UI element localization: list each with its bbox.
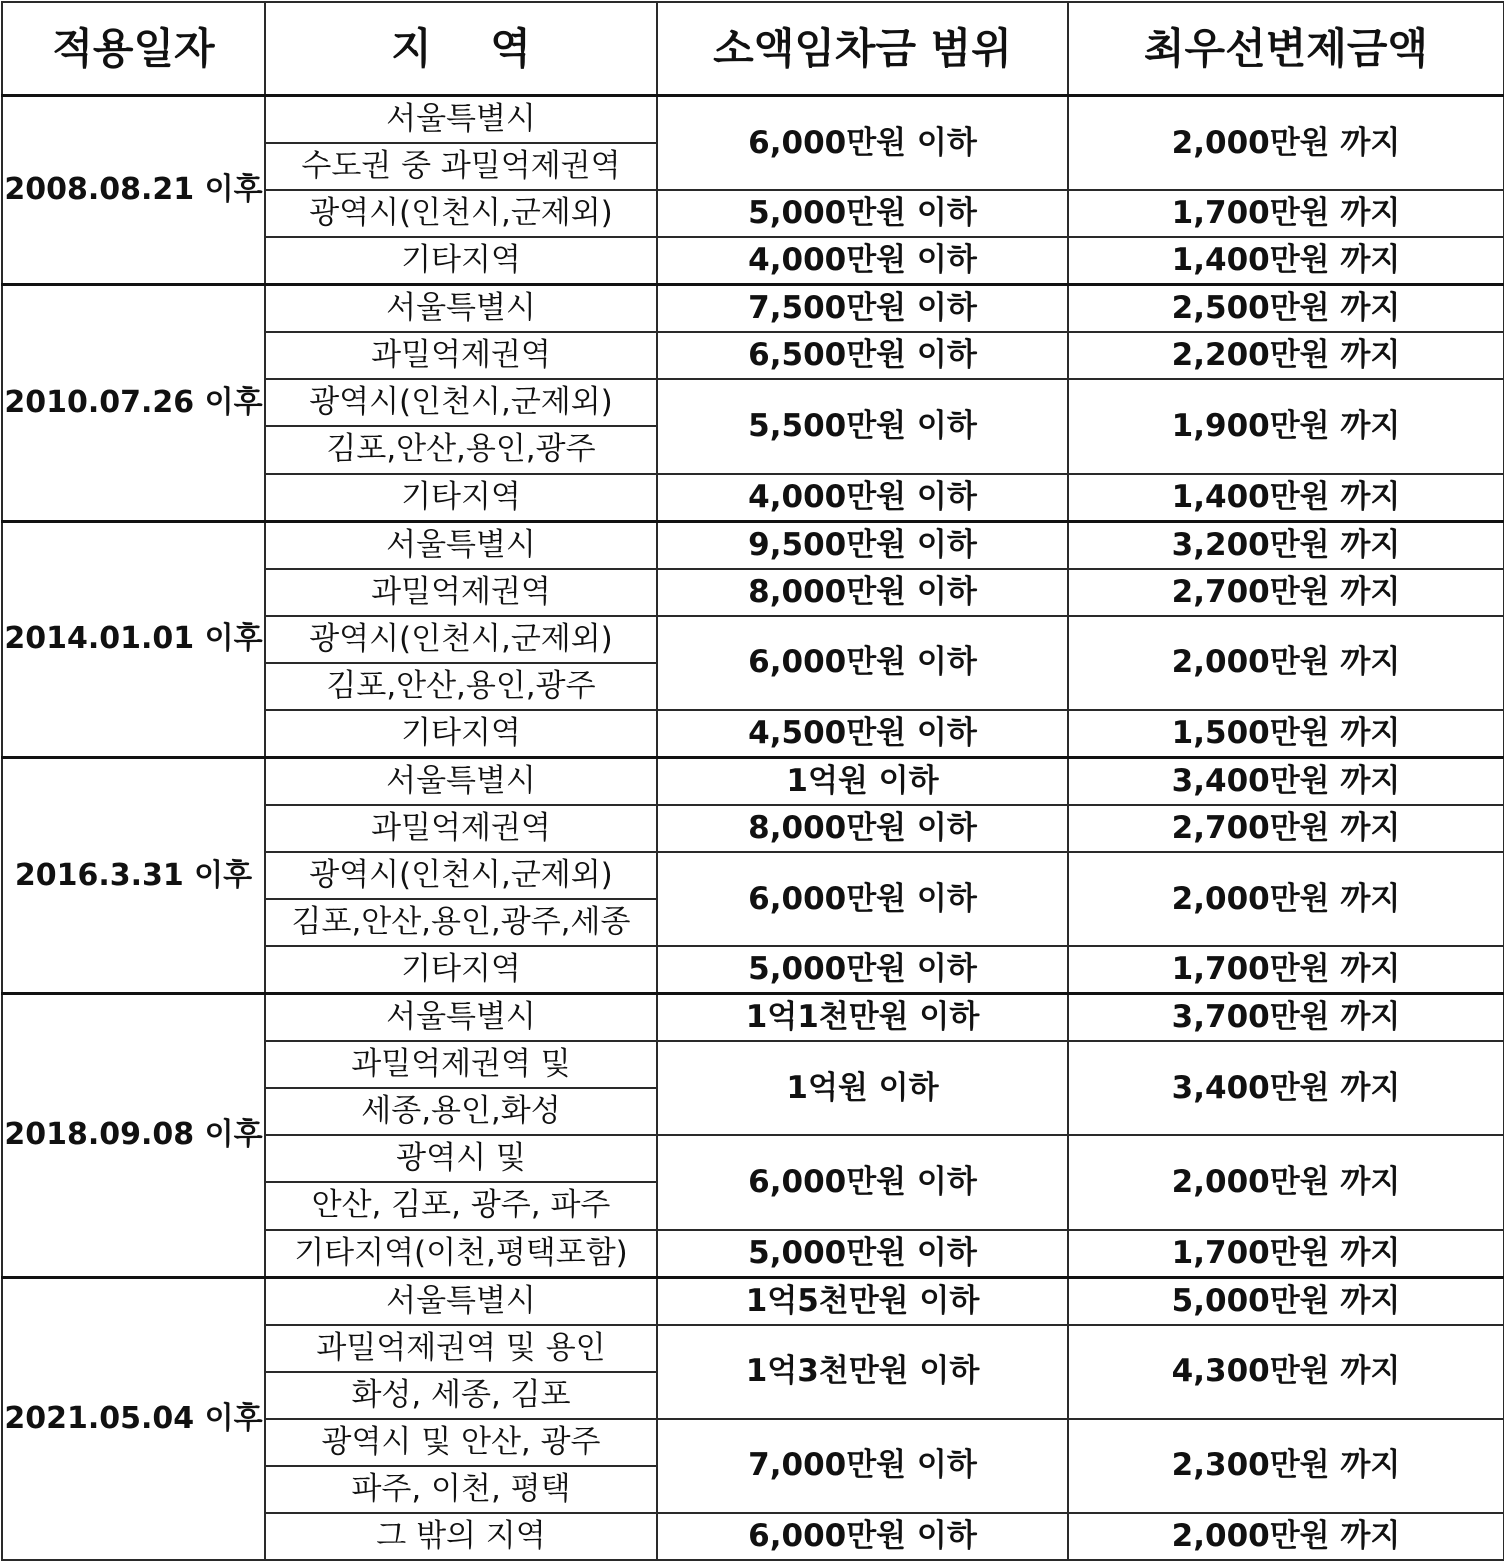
- header-range: 소액임차금 범위: [657, 2, 1068, 96]
- region-cell: 과밀억제권역: [265, 805, 657, 852]
- deposit-range-cell: 5,000만원 이하: [657, 946, 1068, 994]
- priority-amount-cell: 3,400만원 까지: [1068, 757, 1504, 805]
- small-deposit-table: [1, 1, 1504, 1561]
- priority-amount-cell: 1,500만원 까지: [1068, 710, 1504, 758]
- priority-amount-cell: 2,000만원 까지: [1068, 1513, 1504, 1560]
- priority-amount-cell: 2,000만원 까지: [1068, 852, 1504, 946]
- region-cell: 서울특별시: [265, 521, 657, 569]
- deposit-range-cell: 4,000만원 이하: [657, 237, 1068, 285]
- region-cell: 김포,안산,용인,광주: [265, 426, 657, 473]
- priority-amount-cell: 1,700만원 까지: [1068, 946, 1504, 994]
- region-cell: 김포,안산,용인,광주,세종: [265, 899, 657, 946]
- applied-date-cell: 2010.07.26 이후: [2, 285, 265, 521]
- region-cell: 파주, 이천, 평택: [265, 1466, 657, 1513]
- region-cell: 그 밖의 지역: [265, 1513, 657, 1560]
- region-cell: 기타지역(이천,평택포함): [265, 1230, 657, 1278]
- applied-date-cell: 2014.01.01 이후: [2, 521, 265, 757]
- priority-amount-cell: 1,900만원 까지: [1068, 379, 1504, 473]
- region-cell: 김포,안산,용인,광주: [265, 663, 657, 710]
- region-cell: 광역시 및 안산, 광주: [265, 1419, 657, 1466]
- region-cell: 세종,용인,화성: [265, 1088, 657, 1135]
- table-body: [2, 96, 1504, 1561]
- deposit-range-cell: 6,000만원 이하: [657, 1513, 1068, 1560]
- deposit-range-cell: 6,000만원 이하: [657, 1135, 1068, 1229]
- region-cell: 광역시(인천시,군제외): [265, 852, 657, 899]
- priority-amount-cell: 2,500만원 까지: [1068, 285, 1504, 333]
- region-cell: 서울특별시: [265, 96, 657, 144]
- priority-amount-cell: 2,000만원 까지: [1068, 1135, 1504, 1229]
- region-cell: 기타지역: [265, 474, 657, 522]
- region-cell: 과밀억제권역 및: [265, 1041, 657, 1088]
- priority-amount-cell: 1,700만원 까지: [1068, 190, 1504, 237]
- region-cell: 기타지역: [265, 237, 657, 285]
- region-cell: 서울특별시: [265, 285, 657, 333]
- priority-amount-cell: 4,300만원 까지: [1068, 1325, 1504, 1419]
- region-cell: 서울특별시: [265, 1277, 657, 1325]
- priority-amount-cell: 1,400만원 까지: [1068, 474, 1504, 522]
- table-row: [2, 521, 1504, 569]
- priority-amount-cell: 2,300만원 까지: [1068, 1419, 1504, 1513]
- deposit-range-cell: 1억원 이하: [657, 757, 1068, 805]
- priority-amount-cell: 3,200만원 까지: [1068, 521, 1504, 569]
- priority-amount-cell: 3,400만원 까지: [1068, 1041, 1504, 1135]
- table-row: [2, 1277, 1504, 1325]
- region-cell: 안산, 김포, 광주, 파주: [265, 1182, 657, 1229]
- table-row: [2, 96, 1504, 144]
- applied-date-cell: 2008.08.21 이후: [2, 96, 265, 285]
- table-row: [2, 994, 1504, 1042]
- header-row: [2, 2, 1504, 96]
- priority-amount-cell: 1,700만원 까지: [1068, 1230, 1504, 1278]
- deposit-range-cell: 1억1천만원 이하: [657, 994, 1068, 1042]
- region-cell: 기타지역: [265, 946, 657, 994]
- deposit-range-cell: 7,500만원 이하: [657, 285, 1068, 333]
- region-cell: 광역시(인천시,군제외): [265, 190, 657, 237]
- table-row: [2, 285, 1504, 333]
- region-cell: 과밀억제권역 및 용인: [265, 1325, 657, 1372]
- priority-amount-cell: 2,700만원 까지: [1068, 569, 1504, 616]
- deposit-range-cell: 4,000만원 이하: [657, 474, 1068, 522]
- region-cell: 광역시(인천시,군제외): [265, 616, 657, 663]
- deposit-range-cell: 1억5천만원 이하: [657, 1277, 1068, 1325]
- region-cell: 화성, 세종, 김포: [265, 1372, 657, 1419]
- region-cell: 서울특별시: [265, 994, 657, 1042]
- priority-amount-cell: 2,700만원 까지: [1068, 805, 1504, 852]
- applied-date-cell: 2018.09.08 이후: [2, 994, 265, 1277]
- region-cell: 서울특별시: [265, 757, 657, 805]
- region-cell: 광역시(인천시,군제외): [265, 379, 657, 426]
- region-cell: 광역시 및: [265, 1135, 657, 1182]
- region-cell: 기타지역: [265, 710, 657, 758]
- priority-amount-cell: 3,700만원 까지: [1068, 994, 1504, 1042]
- region-cell: 수도권 중 과밀억제권역: [265, 143, 657, 190]
- table-row: [2, 757, 1504, 805]
- deposit-range-cell: 8,000만원 이하: [657, 569, 1068, 616]
- region-cell: 과밀억제권역: [265, 332, 657, 379]
- deposit-range-cell: 1억3천만원 이하: [657, 1325, 1068, 1419]
- deposit-range-cell: 6,500만원 이하: [657, 332, 1068, 379]
- priority-amount-cell: 2,000만원 까지: [1068, 616, 1504, 710]
- deposit-range-cell: 5,000만원 이하: [657, 190, 1068, 237]
- priority-amount-cell: 1,400만원 까지: [1068, 237, 1504, 285]
- deposit-range-cell: 7,000만원 이하: [657, 1419, 1068, 1513]
- deposit-range-cell: 1억원 이하: [657, 1041, 1068, 1135]
- deposit-range-cell: 4,500만원 이하: [657, 710, 1068, 758]
- region-cell: 과밀억제권역: [265, 569, 657, 616]
- header-date: 적용일자: [2, 2, 265, 96]
- deposit-range-cell: 8,000만원 이하: [657, 805, 1068, 852]
- priority-amount-cell: 2,200만원 까지: [1068, 332, 1504, 379]
- applied-date-cell: 2021.05.04 이후: [2, 1277, 265, 1560]
- header-region: 지 역: [265, 2, 657, 96]
- deposit-range-cell: 9,500만원 이하: [657, 521, 1068, 569]
- deposit-range-cell: 5,500만원 이하: [657, 379, 1068, 473]
- applied-date-cell: 2016.3.31 이후: [2, 757, 265, 993]
- deposit-range-cell: 5,000만원 이하: [657, 1230, 1068, 1278]
- deposit-range-cell: 6,000만원 이하: [657, 852, 1068, 946]
- priority-amount-cell: 5,000만원 까지: [1068, 1277, 1504, 1325]
- header-amount: 최우선변제금액: [1068, 2, 1504, 96]
- priority-amount-cell: 2,000만원 까지: [1068, 96, 1504, 191]
- deposit-range-cell: 6,000만원 이하: [657, 96, 1068, 191]
- deposit-range-cell: 6,000만원 이하: [657, 616, 1068, 710]
